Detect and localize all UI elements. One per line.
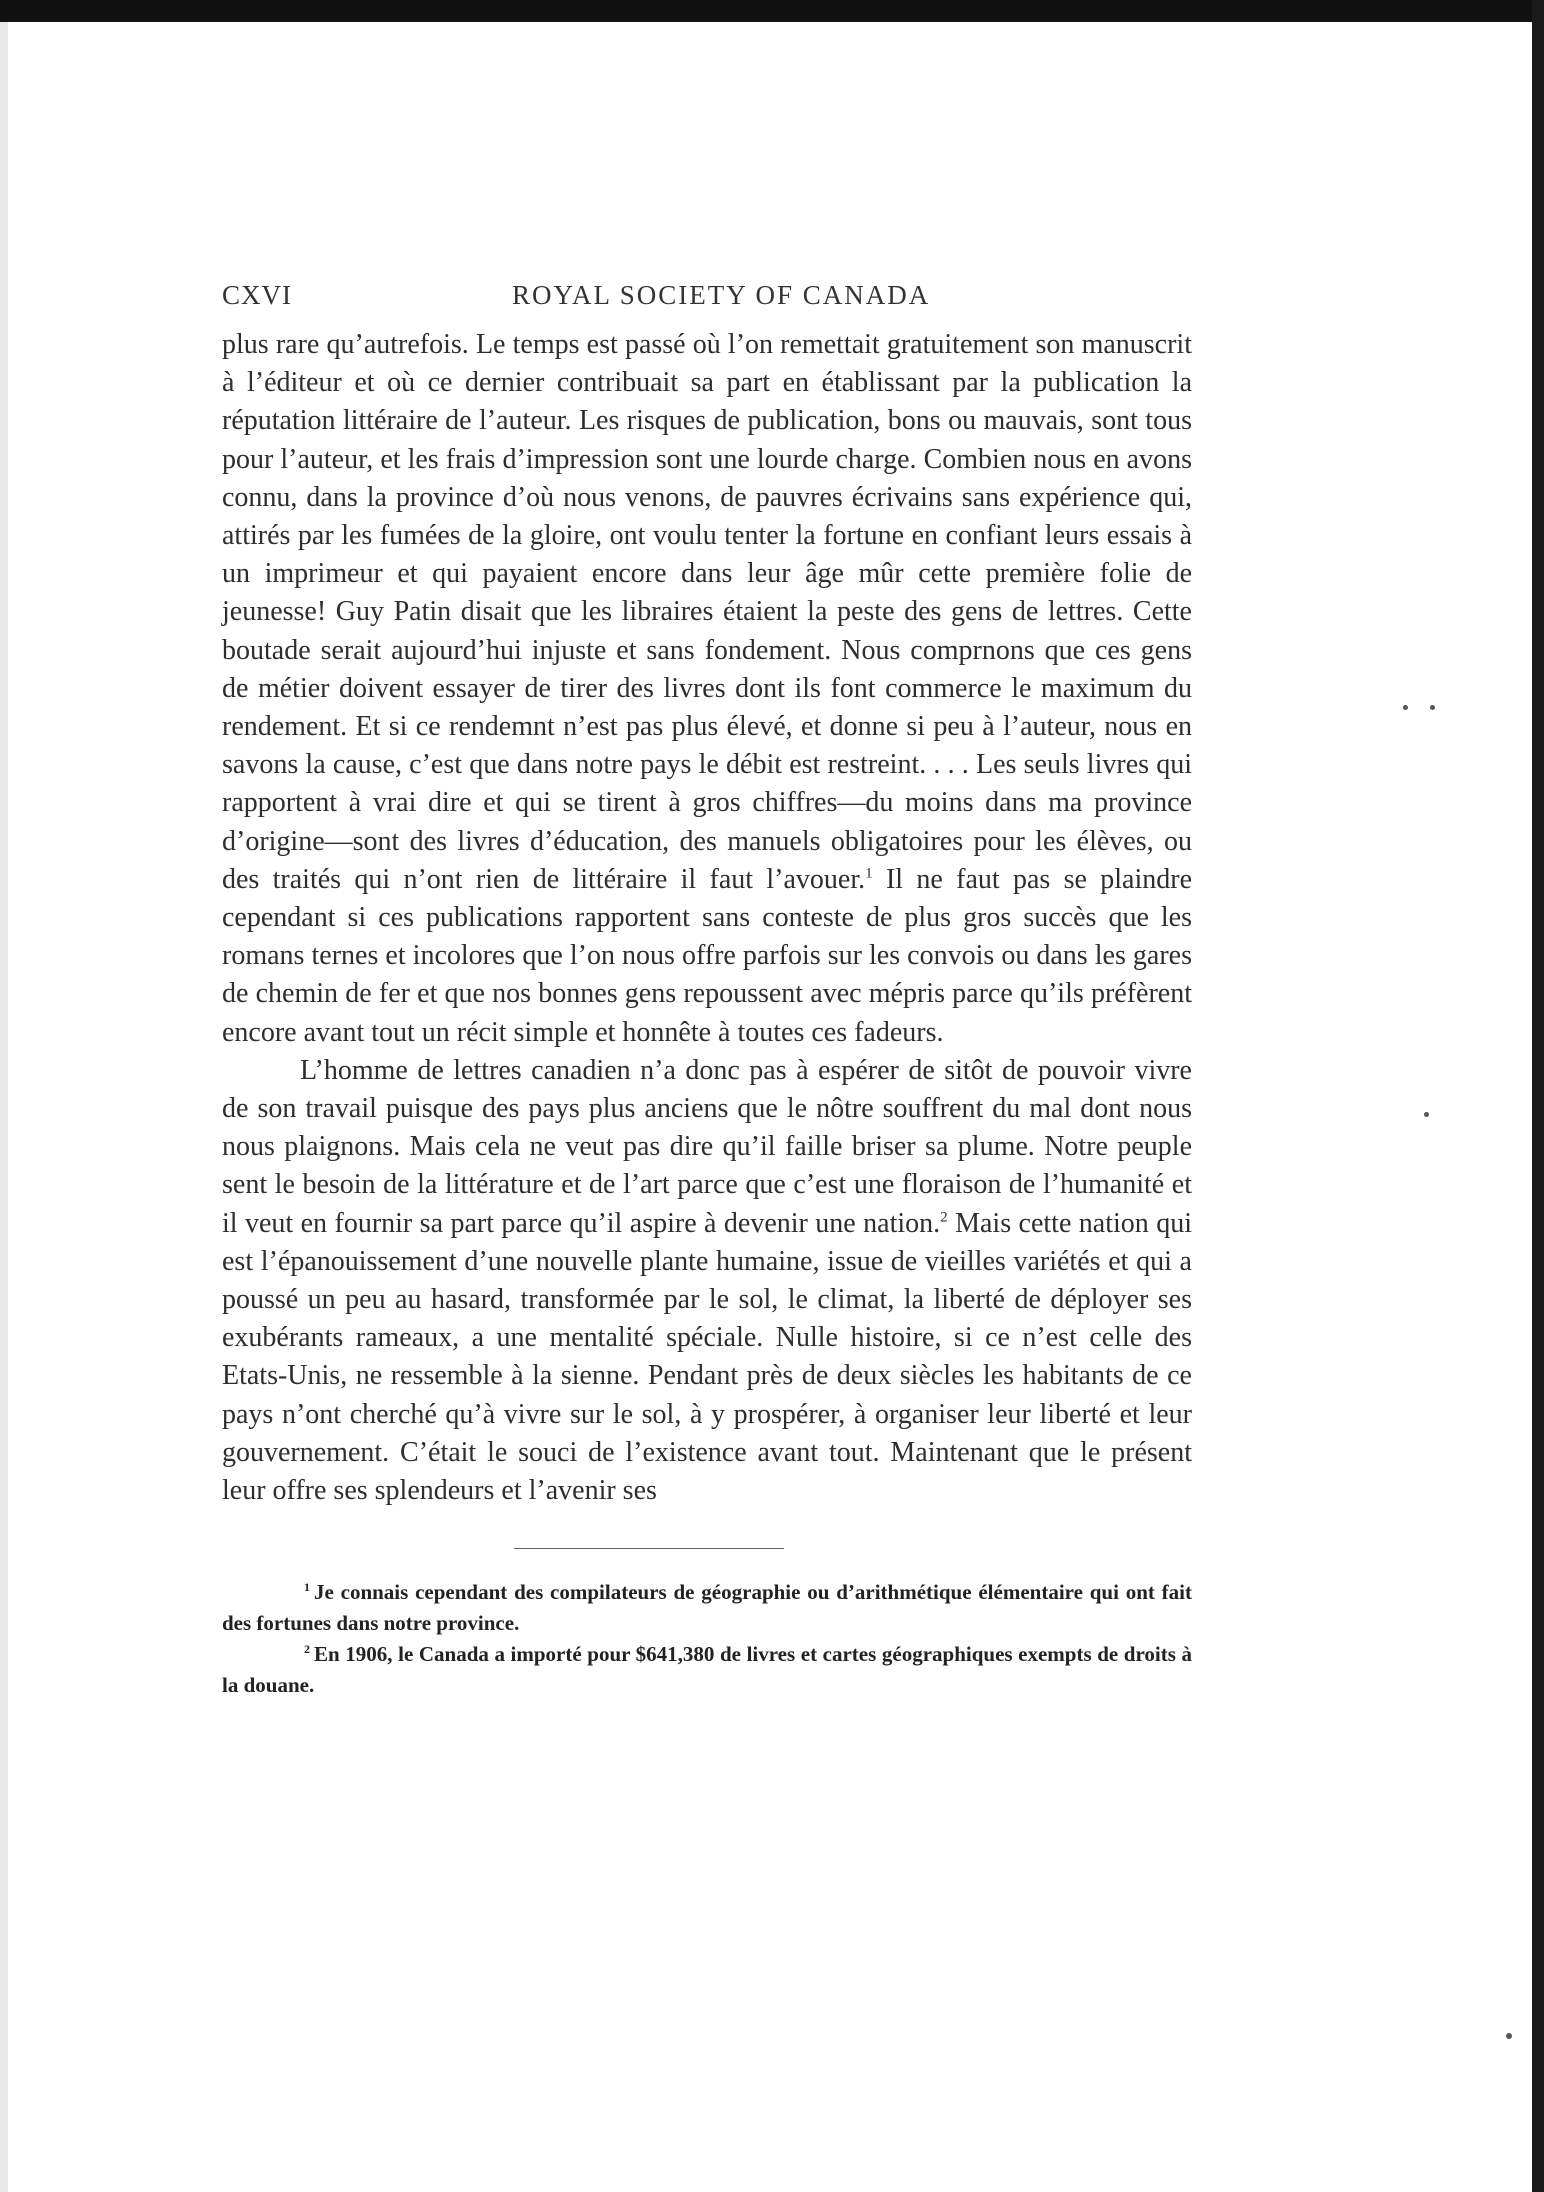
paragraph-1-text: plus rare qu’autrefois. Le temps est passé où l’on remettait gratuitement son manuscrit à l’éditeur et où ce dernier contribuait sa part en établissant par la publication la réputation littéraire de l’auteur. Les risques de publication, bons ou mauvais, sont tous pour l’auteur, et les frais d’impression sont une lourde charge. Combien nous en avons connu, dans la province d’où nous venons, de pauvres écrivains sans expérience qui, attirés par les fumées de la gloire, ont voulu tenter la fortune en confiant leurs essais à un imprimeur et qui payaient encore dans leur âge mûr cette première folie de jeunesse! Guy Patin disait que les libraires étaient la peste des gens de lettres. Cette boutade serait aujourd’hui injuste et sans fondement. Nous comprnons que ces gens de métier doivent essayer de tirer des livres dont ils font commerce le maximum du rendement. Et si ce rendemnt n’est pas plus élevé, et donne si peu à l’auteur, nous en savons la cause, c’est que dans notre pays le débit est restreint. . . . Les seuls livres qui rapportent à vrai dire et qui se tirent à gros chiffres—du moins dans ma province d’origine—sont des livres d’éducation, des manuels obligatoires pour les élèves, ou des traités qui n’ont rien de littéraire il faut l’avouer.	[222, 329, 1192, 895]
paragraph-1-continued: Il ne faut pas se plaindre cependant si ces publications rapportent sans conteste de plus gros succès que les romans ternes et incolores que l’on nous offre parfois sur les convois ou dans les gares de chemin de fer et que nos bonnes gens repoussent avec mépris parce qu’ils préfèrent encore avant tout un récit simple et honnête à toutes ces fadeurs.	[222, 863, 1192, 1048]
footnote-2-marker: 2	[304, 1642, 310, 1657]
scan-speck	[1403, 705, 1408, 710]
footnotes	[222, 1577, 1192, 1701]
paragraph-2-continued: Mais cette nation qui est l’épanouissement d’une nouvelle plante humaine, issue de vieilles variétés et qui a poussé un peu au hasard, transformée par le sol, le climat, la liberté de déployer ses exubérants rameaux, a une mentalité spéciale. Nulle histoire, si ce n’est celle des Etats-Unis, ne ressemble à la sienne. Pendant près de deux siècles les habitants de ce pays n’ont cherché qu’à vivre sur le sol, à y prospérer, à organiser leur liberté et leur gouvernement. C’était le souci de l’existence avant tout. Maintenant que le présent leur offre ses splendeurs et l’avenir ses	[222, 1207, 1192, 1507]
paragraph-2-text: L’homme de lettres canadien n’a donc pas à espérer de sitôt de pouvoir vivre de son travail puisque des pays plus anciens que le nôtre souffrent du mal dont nous nous plaignons. Mais cela ne veut pas dire qu’il faille briser sa plume. Notre peuple sent le besoin de la littérature et de l’art parce que c’est une floraison de l’humanité et il veut en fournir sa part parce qu’il aspire à devenir une nation.	[222, 1054, 1192, 1239]
footnote-1	[222, 1577, 1192, 1639]
footnote-separator	[514, 1548, 784, 1549]
scan-speck	[1424, 1112, 1429, 1117]
footnote-ref-1: 1	[865, 865, 873, 882]
footnote-ref-2: 2	[940, 1209, 948, 1226]
footnote-2	[222, 1639, 1192, 1701]
paragraph-2	[222, 1052, 1192, 1510]
journal-title: ROYAL SOCIETY OF CANADA	[512, 280, 931, 310]
page-number: CXVI	[222, 280, 292, 310]
footnote-1-text: Je connais cependant des compilateurs de géographie ou d’arithmétique élémentaire qui ont fait des fortunes dans notre province.	[222, 1580, 1192, 1636]
footnote-1-marker: 1	[304, 1580, 310, 1595]
running-head	[222, 280, 1192, 320]
document-page	[222, 280, 1192, 1701]
footnote-2-text: En 1906, le Canada a importé pour $641,380 de livres et cartes géographiques exempts de droits à la douane.	[222, 1642, 1192, 1698]
scan-speck	[1430, 705, 1435, 710]
scan-speck	[1506, 2033, 1512, 2039]
scan-top-border	[0, 0, 1544, 22]
paragraph-1	[222, 326, 1192, 1052]
scan-left-edge	[0, 22, 8, 2192]
scan-right-border	[1532, 0, 1544, 2192]
body-text	[222, 326, 1192, 1510]
